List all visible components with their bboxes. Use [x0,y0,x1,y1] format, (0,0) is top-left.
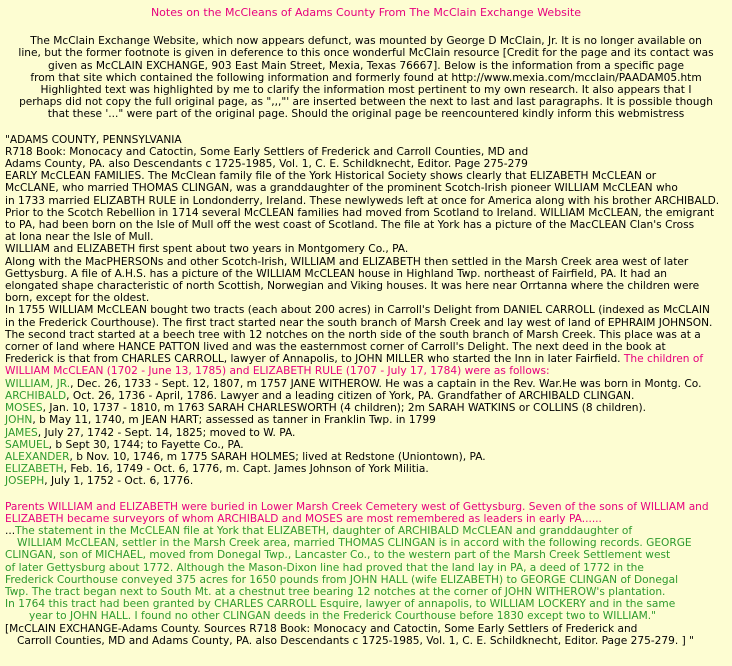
body-line: WILLIAM and ELIZABETH first spent about two years in Montgomery Co., PA. [5,243,409,256]
paragraph-gap [5,488,732,501]
child-name: JOHN [5,414,33,427]
child-name: ARCHIBALD [5,389,67,402]
child-entry [5,390,732,402]
citation-line: [McCLAIN EXCHANGE-Adams County. Sources R718 Book: Monocacy and Catoctin, Some Early Settlers of Frederick and [5,622,638,635]
statement-line: CLINGAN, son of MICHAEL, moved from Donegal Twp., Lancaster Co., to the western part of the Marsh Creek Settlement west [5,549,671,562]
body-text: Frederick is that from CHARLES CARROLL, lawyer of Annapolis, to JOHN MILLER who started the Inn in later Fairfield. [5,353,624,366]
child-details: , b Sept 30, 1744; to Fayette Co., PA. [48,438,244,451]
body-line: born, except for the oldest. [5,292,150,305]
statement-line [5,525,732,537]
body-line [5,353,732,365]
body-line: in the Frederick Courthouse). The first tract started near the south branch of Marsh Creek and lay west of land of EPHRAIM JOHNSON. [5,316,713,329]
body-line: to PA, had been born on the Isle of Mull off the west coast of Scotland. The file at York has a picture of the MacCLEAN Clan's Cross [5,219,695,232]
child-entry [5,439,732,451]
body-line: Prior to the Scotch Rebellion in 1714 several McCLEAN families had moved from Scotland to Ireland. WILLIAM McCLEAN, the emigrant [5,206,715,219]
page-title: Notes on the McCleans of Adams County From The McClain Exchange Website [150,6,582,19]
body-line: corner of land where HANCE PATTON lived and was the easternmost corner of Carroll's Delight. The next deed in the book at [5,341,666,354]
body-line: In 1755 WILLIAM McCLEAN bought two tracts (each about 200 acres) in Carroll's Delight from DANIEL CARROLL (indexed as McCLAIN [5,304,710,317]
child-entry [5,451,732,463]
child-name: MOSES [5,402,43,415]
body-line: R718 Book: Monocacy and Catoctin, Some Early Settlers of Frederick and Carroll Counties, MD and [5,145,529,158]
child-name: ELIZABETH [5,463,64,476]
body-line: Along with the MacPHERSONs and other Scotch-Irish, WILLIAM and ELIZABETH then settled in the Marsh Creek area west of later [5,255,689,268]
intro-line: perhaps did not copy the full original page, as ",,,"' are inserted between the next to last and last paragraphs. It is possible though [19,96,713,109]
child-entry [5,475,732,487]
child-name: WILLIAM, JR. [5,377,71,390]
child-details: , July 27, 1742 - Sept. 14, 1825; moved to W. PA. [37,426,296,439]
body-line: "ADAMS COUNTY, PENNSYLVANIA [5,133,182,146]
children-heading: WILLIAM McCLEAN (1702 - June 13, 1785) and ELIZABETH RULE (1707 - July 17, 1784) were as follows: [5,365,550,378]
statement-line: year to JOHN HALL. I found no other CLINGAN deeds in the Frederick Courthouse before 1830 except two to WILLIAM." [29,610,656,623]
child-details: , b May 11, 1740, m JEAN HART; assessed as tanner in Franklin Twp. in 1799 [32,414,436,427]
body-line: EARLY McCLEAN FAMILIES. The McClean family file of the York Historical Society shows clearly that ELIZABETH McCLEAN or [5,170,657,183]
body-line: The second tract started at a beech tree with 12 notches on the north side of the south branch of Marsh Creek. This place was at a [5,328,701,341]
intro-line: given as McCLAIN EXCHANGE, 903 East Main Street, Mexia, Texas 76667]. Below is the information from a specific page [47,59,685,72]
main-content [5,134,732,647]
body-line: McCLANE, who married THOMAS CLINGAN, was a granddaughter of the prominent Scotch-Irish pioneer WILLIAM McCLEAN who [5,182,678,195]
body-line: in 1733 married ELIZABTH RULE in Londonderry, Ireland. These newlyweds left at once for America along with his brother ARCHIBALD. [5,194,720,207]
child-entry [5,402,732,414]
intro-line: line, but the former footnote is given in deference to this once wonderful McClain resource [Credit for the page and its contact was [18,47,714,60]
body-line: elongated shape characteristic of north Scottish, Norwegian and Viking houses. It was here near Orrtanna where the children were [5,280,700,293]
child-entry [5,378,732,390]
parents-line: Parents WILLIAM and ELIZABETH were buried in Lower Marsh Creek Cemetery west of Gettysburg. Seven of the sons of WILLIAM and [5,500,709,513]
child-name: ALEXANDER [5,450,70,463]
intro-line: from that site which contained the following information and formerly found at http://www.mexia.com/mcclain/PAADAM05.htm [30,71,702,84]
child-details: , July 1, 1752 - Oct. 6, 1776. [44,475,194,488]
child-name: JOSEPH [5,475,45,488]
child-name: SAMUEL [5,438,49,451]
statement-line: Frederick Courthouse conveyed 375 acres for 1650 pounds from JOHN HALL (wife ELIZABETH) to GEORGE CLINGAN of Donegal [5,573,679,586]
child-details: , Jan. 10, 1737 - 1810, m 1763 SARAH CHARLESWORTH (4 children); 2m SARAH WATKINS or COLLINS (8 children). [42,402,646,415]
body-line: Gettysburg. A file of A.H.S. has a picture of the WILLIAM McCLEAN house in Highland Twp. northeast of Fairfield, PA. It had an [5,267,668,280]
statement-line: Twp. The tract began next to South Mt. at a chestnut tree bearing 12 notches at the corner of JOHN WITHEROW's plantation. [5,585,666,598]
child-entry [5,427,732,439]
intro-paragraph [6,35,726,120]
statement-line: of later Gettysburg about 1772. Although the Mason-Dixon line had proved that the land lay in PA, a deed of 1772 in the [5,561,644,574]
statement-line: In 1764 this tract had been granted by CHARLES CARROLL Esquire, lawyer of annapolis, to WILLIAM LOCKERY and in the same [5,598,676,611]
child-details: , b Nov. 10, 1746, m 1775 SARAH HOLMES; lived at Redstone (Uniontown), PA. [69,450,486,463]
statement-text: The statement in the McCLEAN file at York that ELIZABETH, daughter of ARCHIBALD McCLEAN and granddaughter of [15,524,633,537]
intro-line: Highlighted text was highlighted by me to clarify the information most pertinent to my own research. It also appears that I [40,84,692,97]
citation-line: Carroll Counties, MD and Adams County, PA. also Descendants c 1725-1985, Vol. 1, C. E. Schildknecht, Editor. Page 275-279. ] " [17,634,694,647]
ellipsis: ... [5,524,16,537]
body-line: Adams County, PA. also Descendants c 1725-1985, Vol. 1, C. E. Schildknecht, Editor. Page 275-279 [5,158,528,171]
parents-line: ELIZABETH became surveyors of whom ARCHIBALD and MOSES are most remembered as leaders in early PA...... [5,512,602,525]
child-name: JAMES [5,426,38,439]
child-details: , Feb. 16, 1749 - Oct. 6, 1776, m. Capt. James Johnson of York Militia. [63,463,429,476]
intro-line: that these '..." were part of the original page. Should the original page be reencountered kindly inform this webmistress [47,108,685,121]
body-line: at Iona near the Isle of Mull. [5,231,154,244]
highlight-text: The children of [623,353,704,366]
intro-line: The McClain Exchange Website, which now appears defunct, was mounted by George D McClain, Jr. It is no longer available on [30,35,702,48]
child-details: , Dec. 26, 1733 - Sept. 12, 1807, m 1757 JANE WITHEROW. He was a captain in the Rev. War.He was born in Montg. Co. [70,377,702,390]
child-entry [5,414,732,426]
child-entry [5,463,732,475]
statement-line: WILLIAM McCLEAN, settler in the Marsh Creek area, married THOMAS CLINGAN is in accord with the following records. GEORGE [17,537,692,550]
child-details: , Oct. 26, 1736 - April, 1786. Lawyer and a leading citizen of York, PA. Grandfather of ARCHIBALD CLINGAN. [66,389,635,402]
